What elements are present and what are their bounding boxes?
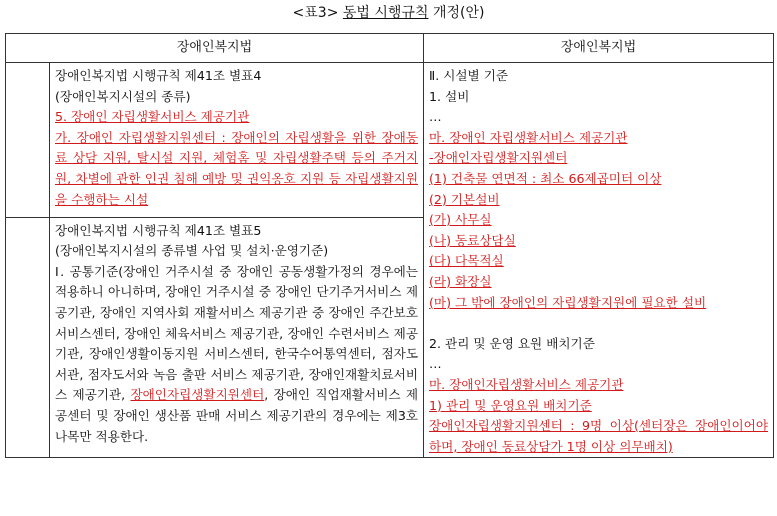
right-line-9: (다) 다목적실 — [429, 253, 504, 269]
right-line-14: … — [429, 356, 442, 372]
left-top-content — [50, 63, 423, 210]
paragraph-red-part: 장애인자립생활지원센터 — [130, 387, 265, 403]
body-row-1 — [6, 63, 774, 218]
left-top-line-1: (장애인복지시설의 종류) — [55, 88, 191, 104]
left-top-line-3: 가. 장애인 자립생활지원센터 : 장애인의 자립생활을 위한 장애동료 상담 지원, 탈시설 지원, 체험홈 및 자립생활주택 등의 주거지원, 차별에 관한 인권 침해 예방 및 권익옹호 지원 등 자립생활지원을 수행하는 시설 — [55, 129, 419, 207]
header-row — [6, 34, 774, 63]
right-line-15: 마. 장애인자립생활서비스 제공기관 — [429, 376, 624, 392]
paragraph-part-b: , 장애인 직업재활서비스 제공센터 및 장애인 생산품 판매 서비스 제공기관의 경우에는 제3호 나목만 적용한다. — [55, 387, 419, 444]
left-bottom-line-2: (장애인복지시설의 종류별 사업 및 설치·운영기준) — [55, 243, 329, 259]
blank-cell-bottom — [6, 217, 50, 458]
blank-cell-top — [6, 63, 50, 218]
right-line-4: -장애인자립생활지원센터 — [429, 150, 568, 166]
right-line-1: 1. 설비 — [429, 88, 470, 104]
right-line-17: 장애인자립생활지원센터 : 9명 이상(센터장은 장애인이어야 하며, 장애인 동료상담가 1명 이상 의무배치) — [429, 418, 769, 454]
comparison-table — [5, 33, 774, 458]
right-line-7: (가) 사무실 — [429, 212, 492, 228]
caption-suffix: 개정(안) — [428, 5, 485, 21]
right-line-13: 2. 관리 및 운영 요원 배치기준 — [429, 335, 595, 351]
right-line-10: (라) 화장실 — [429, 273, 492, 289]
right-line-8: (나) 동료상담실 — [429, 232, 516, 248]
right-header: 장애인복지법 — [424, 34, 774, 63]
left-top-cell — [50, 63, 424, 218]
right-line-3: 마. 장애인 자립생활서비스 제공기관 — [429, 129, 628, 145]
left-bottom-line-1: 장애인복지법 시행규칙 제41조 별표5 — [55, 222, 262, 238]
left-bottom-paragraph — [55, 262, 418, 447]
paragraph-part-a: Ⅰ. 공통기준(장애인 거주시설 중 장애인 공동생활가정의 경우에는 적용하니 아니하며, 장애인 거주시설 중 장애인 단기주거서비스 제공기관, 장애인 지역사회 재활서비스 제공기관 중 장애인 주간보호 서비스센터, 장애인 체육서비스 제공기관, 장애인 수련서비스 제공기관, 장애인생활이동지원 서비스센터, 한국수어통역센터, 점자도서관, 점자도서와 녹음 출판 서비스 제공기관, 장애인재활치료서비스 제공기관, — [55, 263, 419, 403]
left-top-line-2: 5. 장애인 자립생활서비스 제공기관 — [55, 109, 250, 125]
table-caption — [0, 3, 777, 23]
right-content — [424, 63, 773, 457]
left-bottom-cell — [50, 217, 424, 458]
right-line-0: Ⅱ. 시설별 기준 — [429, 68, 509, 83]
right-line-5: (1) 건축물 연면적 : 최소 66제곱미터 이상 — [429, 170, 662, 186]
right-line-2: … — [429, 109, 442, 125]
left-bottom-content — [50, 218, 423, 448]
right-line-6: (2) 기본설비 — [429, 191, 500, 207]
left-header: 장애인복지법 — [6, 34, 424, 63]
right-cell — [424, 63, 774, 458]
right-line-11: (마) 그 밖에 장애인의 자립생활지원에 필요한 설비 — [429, 294, 707, 310]
caption-prefix: <표3> — [292, 5, 343, 21]
caption-underlined: 동법 시행규칙 — [342, 5, 429, 21]
right-line-16: 1) 관리 및 운영요원 배치기준 — [429, 397, 592, 413]
right-line-12 — [429, 313, 768, 334]
left-top-line-0: 장애인복지법 시행규칙 제41조 별표4 — [55, 68, 262, 83]
